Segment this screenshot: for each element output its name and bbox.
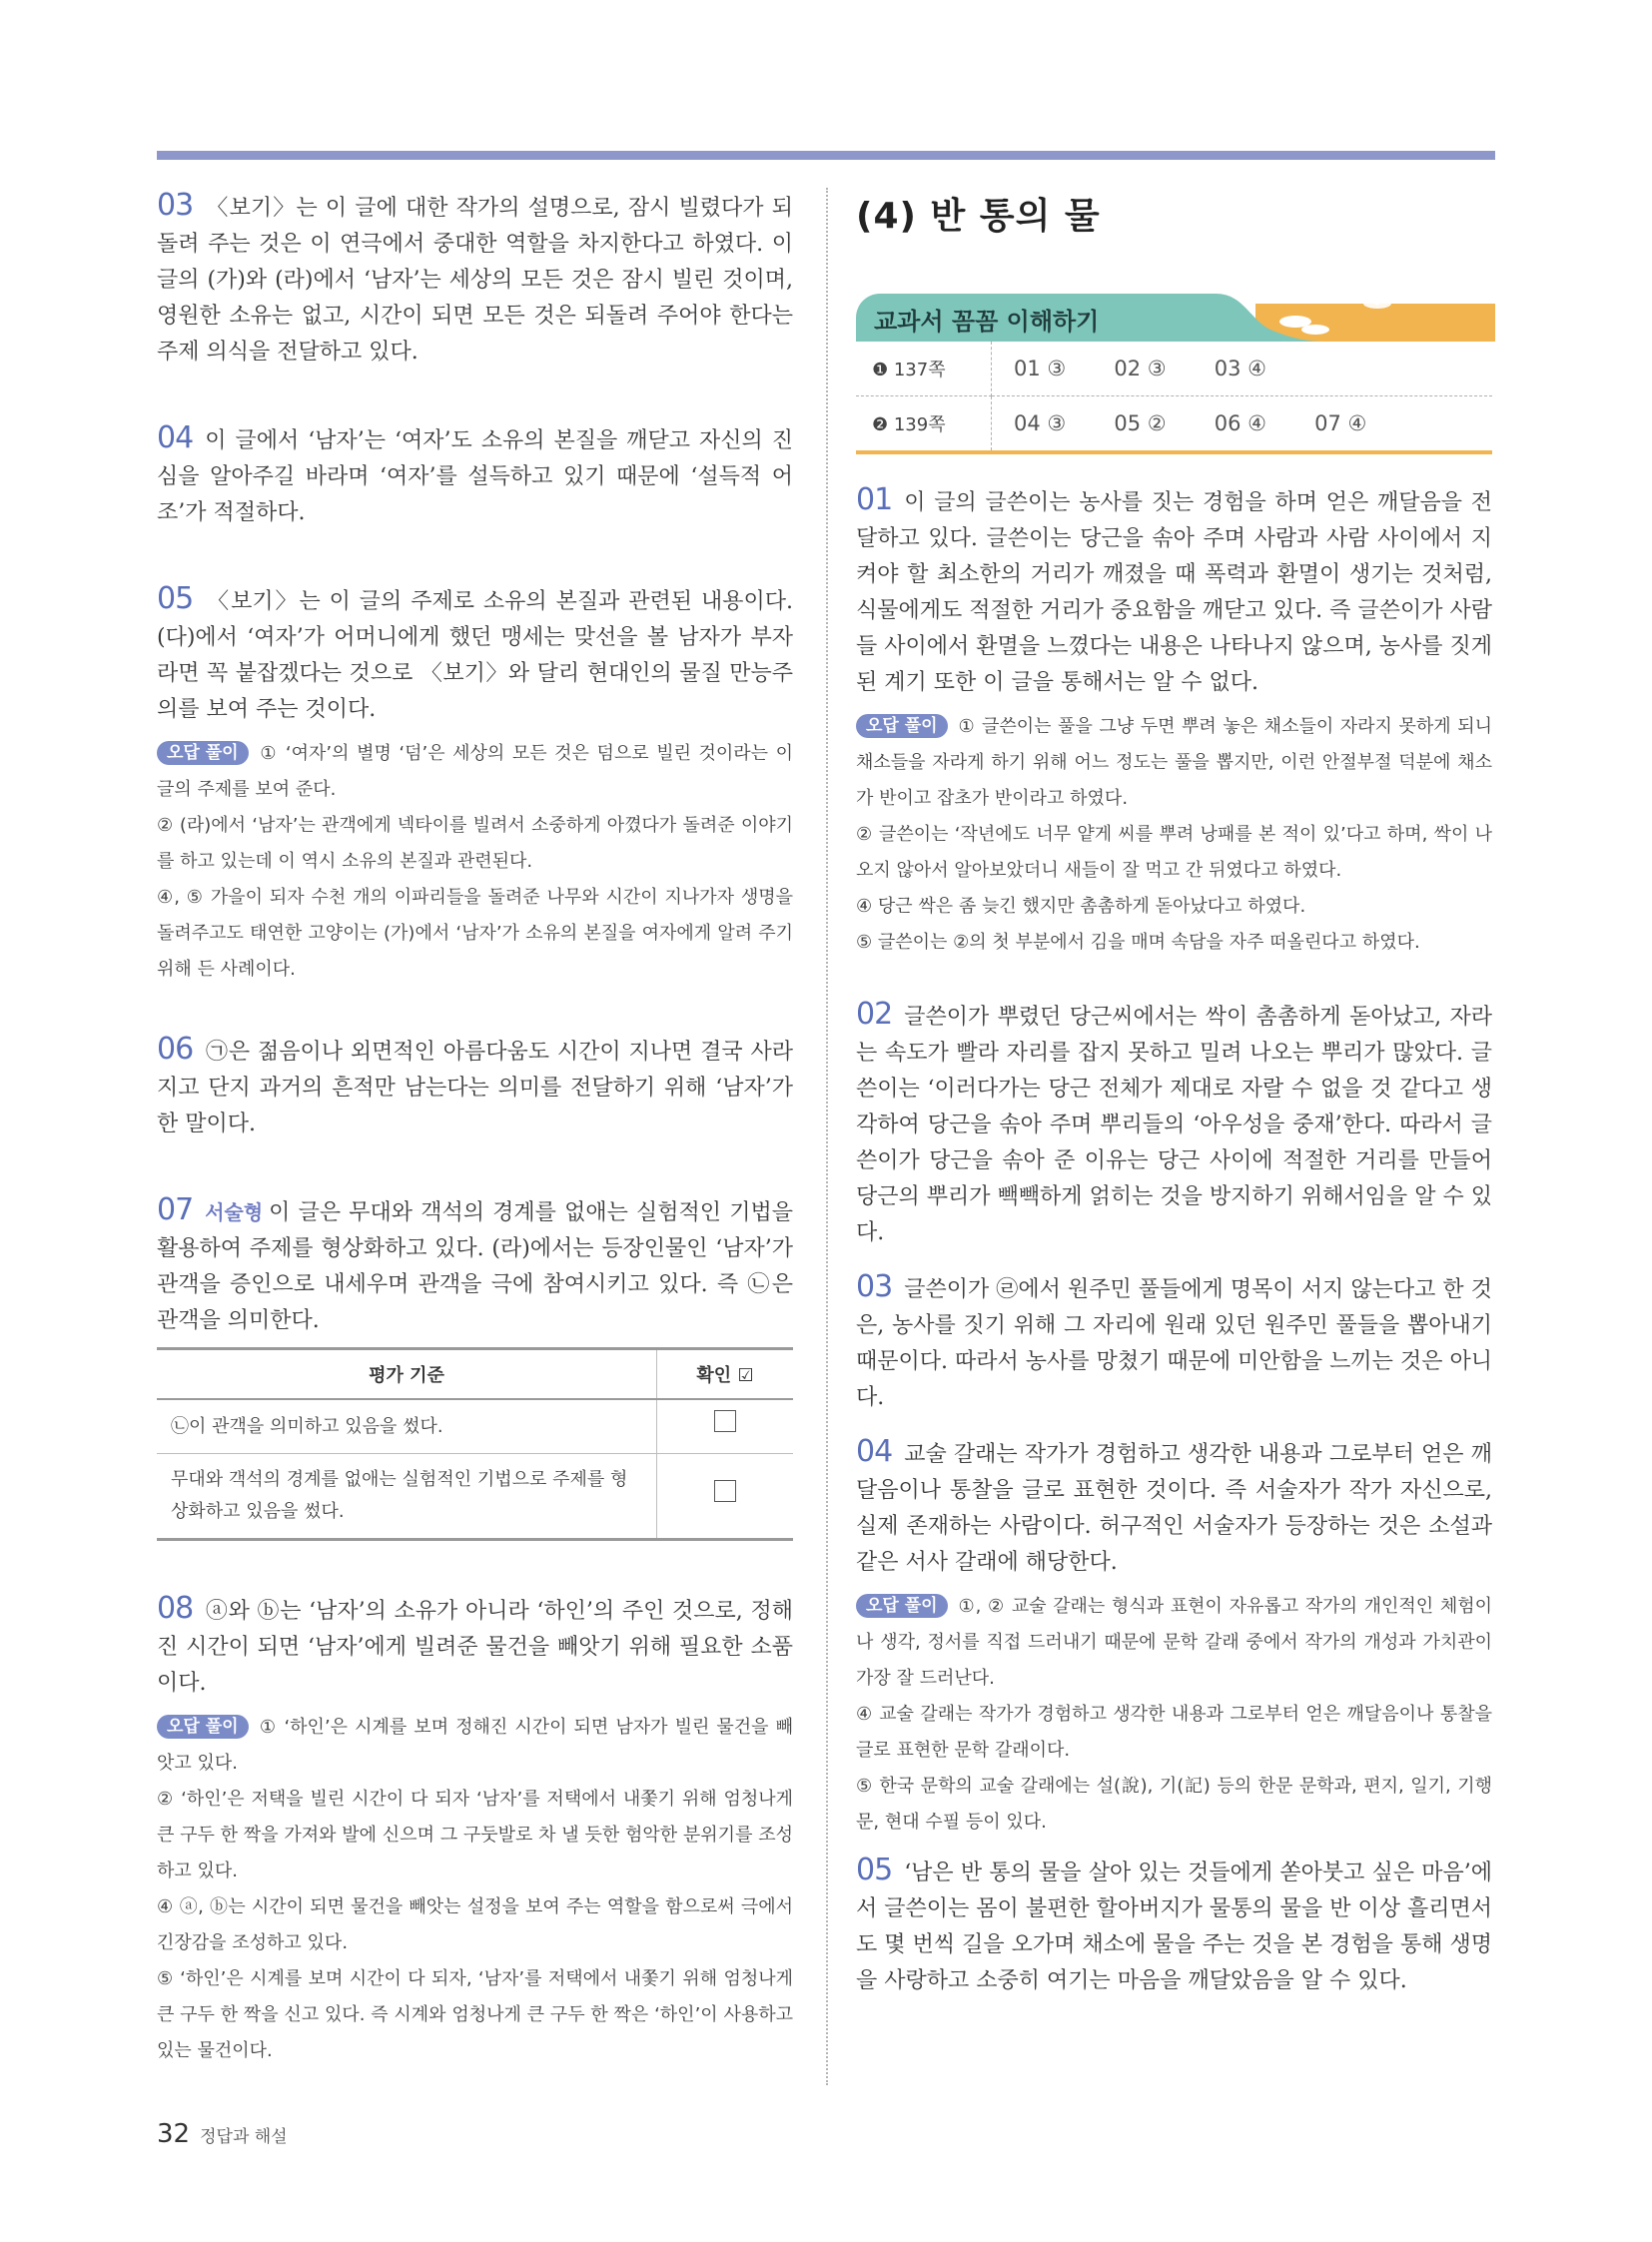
explanation-line: ⑤ 글쓴이는 ②의 첫 부분에서 김을 매며 속담을 자주 떠올린다고 하였다. bbox=[856, 932, 1420, 953]
question-text: 이 글에서 ‘남자’는 ‘여자’도 소유의 본질을 깨닫고 자신의 진심을 알아주길 바라며 ‘여자’를 설득하고 있기 때문에 ‘설득적 어조’가 적절하다. bbox=[157, 428, 793, 525]
question-number: 08 bbox=[157, 1591, 194, 1626]
question-number: 04 bbox=[157, 420, 194, 455]
question-number: 04 bbox=[856, 1434, 893, 1469]
explanation-line: ①, ② 교술 갈래는 형식과 표현이 자유롭고 작가의 개인적인 체험이나 생각, 정서를 직접 드러내기 때문에 문학 갈래 중에서 작가의 개성과 가치관이 가장 잘 드러난다. bbox=[856, 1596, 1492, 1689]
question-01 bbox=[856, 482, 1492, 961]
wrong-answer-explanation bbox=[157, 736, 793, 988]
question-04-right bbox=[856, 1434, 1492, 1841]
answer-key-table bbox=[856, 342, 1492, 454]
criteria-cell: ㉡이 관객을 의미하고 있음을 썼다. bbox=[157, 1399, 657, 1454]
answer-item: 02 ③ bbox=[1114, 357, 1167, 380]
question-08 bbox=[157, 1591, 793, 2069]
question-text: 〈보기〉는 이 글에 대한 작가의 설명으로, 잠시 빌렸다가 되돌려 주는 것은 이 연극에서 중대한 역할을 차지한다고 하였다. 이 글의 (가)와 (라)에서 ‘남자’는 세상의 모든 것은 잠시 빌린 것이며, 영원한 소유는 없고, 시간이 되면 모든 것은 되돌려 주어야 한다는 주제 의식을 전달하고 있다. bbox=[157, 196, 793, 365]
explanation-line: ② ‘하인’은 저택을 빌린 시간이 다 되자 ‘남자’를 저택에서 내쫓기 위해 엄청나게 큰 구두 한 짝을 가져와 발에 신으며 그 구둣발로 차 낼 듯한 험악한 분위기를 조성하고 있다. bbox=[157, 1789, 793, 1881]
banner-title: 교과서 꼼꼼 이해하기 bbox=[874, 308, 1100, 336]
answer-item: 05 ② bbox=[1114, 411, 1167, 435]
answer-item: 06 ④ bbox=[1214, 411, 1266, 435]
wrong-answer-badge: 오답 풀이 bbox=[856, 714, 948, 738]
question-number: 03 bbox=[157, 188, 194, 223]
question-03-right bbox=[856, 1269, 1492, 1416]
question-number: 05 bbox=[856, 1853, 893, 1887]
wrong-answer-explanation bbox=[856, 709, 1492, 961]
question-text: ㉠은 젊음이나 외면적인 아름다움도 시간이 지나면 결국 사라지고 단지 과거의 흔적만 남는다는 의미를 전달하기 위해 ‘남자’가 한 말이다. bbox=[157, 1040, 793, 1136]
table-row bbox=[157, 1454, 793, 1540]
question-04 bbox=[157, 420, 793, 531]
checkbox[interactable] bbox=[714, 1410, 736, 1432]
answer-item: 04 ③ bbox=[1014, 411, 1067, 435]
question-text: 글쓴이가 뿌렸던 당근씨에서는 싹이 촘촘하게 돋아났고, 자라는 속도가 빨라 자리를 잡지 못하고 밀려 나오는 뿌리가 많았다. 글쓴이는 ‘이러다가는 당근 전체가 제대로 자랄 수 없을 것 같다고 생각하여 당근을 솎아 주며 뿌리들의 ‘아우성을 중재’한다. 따라서 글쓴이가 당근을 솎아 준 이유는 당근 사이에 적절한 거리를 만들어 당근의 뿌리가 빽빽하게 얽히는 것을 방지하기 위해서임을 알 수 있다. bbox=[856, 1005, 1492, 1245]
right-column bbox=[856, 188, 1492, 1999]
question-text: 〈보기〉는 이 글의 주제로 소유의 본질과 관련된 내용이다. (다)에서 ‘여자’가 어머니에게 했던 맹세는 맞선을 볼 남자가 부자라면 꼭 붙잡겠다는 것으로 〈보기〉와 달리 현대인의 물질 만능주의를 보여 주는 것이다. bbox=[157, 589, 793, 722]
question-number: 05 bbox=[157, 581, 194, 616]
section-title: (4) 반 통의 물 bbox=[856, 196, 1101, 237]
question-number: 02 bbox=[856, 997, 893, 1032]
banner-wave-graphic bbox=[1156, 294, 1495, 342]
table-row bbox=[856, 396, 1492, 453]
wrong-answer-explanation bbox=[856, 1589, 1492, 1841]
evaluation-table bbox=[157, 1347, 793, 1541]
answer-item: 07 ④ bbox=[1314, 411, 1367, 435]
explanation-line: ① ‘하인’은 시계를 보며 정해진 시간이 되면 남자가 빌린 물건을 빼앗고 있다. bbox=[157, 1717, 793, 1774]
criteria-header: 평가 기준 bbox=[157, 1349, 657, 1400]
explanation-line: ⑤ 한국 문학의 교술 갈래에는 설(說), 기(記) 등의 한문 문학과, 편지, 일기, 기행문, 현대 수필 등이 있다. bbox=[856, 1776, 1492, 1833]
question-05-right bbox=[856, 1853, 1492, 1999]
wrong-answer-explanation bbox=[157, 1710, 793, 2069]
page-number: 32 bbox=[157, 2119, 191, 2149]
question-number: 07 bbox=[157, 1192, 194, 1227]
left-column bbox=[157, 188, 793, 2069]
wrong-answer-badge: 오답 풀이 bbox=[157, 741, 249, 765]
explanation-line: ④, ⑤ 가을이 되자 수천 개의 이파리들을 돌려준 나무와 시간이 지나가자 생명을 돌려주고도 태연한 고양이는 (가)에서 ‘남자’가 소유의 본질을 여자에게 알려 주기 위해 든 사례이다. bbox=[157, 887, 793, 980]
explanation-line: ① ‘여자’의 별명 ‘덤’은 세상의 모든 것은 덤으로 빌린 것이라는 이 글의 주제를 보여 준다. bbox=[157, 743, 793, 800]
explanation-line: ④ 교술 갈래는 작가가 경험하고 생각한 내용과 그로부터 얻은 깨달음이나 통찰을 글로 표현한 문학 갈래이다. bbox=[856, 1704, 1492, 1761]
answer-page-label: ❷ 139쪽 bbox=[856, 396, 992, 453]
question-05 bbox=[157, 581, 793, 988]
question-text: 글쓴이가 ㉣에서 원주민 풀들에게 명목이 서지 않는다고 한 것은, 농사를 짓기 위해 그 자리에 원래 있던 원주민 풀들을 뽑아내기 때문이다. 따라서 농사를 망쳤기 때문에 미안함을 느끼는 것은 아니다. bbox=[856, 1277, 1492, 1410]
question-text: 교술 갈래는 작가가 경험하고 생각한 내용과 그로부터 얻은 깨달음이나 통찰을 글로 표현한 것이다. 즉 서술자가 작가 자신으로, 실제 존재하는 사람이다. 허구적인 서술자가 등장하는 것은 소설과 같은 서사 갈래에 해당한다. bbox=[856, 1442, 1492, 1575]
footer-title: 정답과 해설 bbox=[200, 2127, 288, 2147]
question-02 bbox=[856, 997, 1492, 1251]
column-divider bbox=[826, 188, 828, 2085]
wrong-answer-badge: 오답 풀이 bbox=[157, 1715, 249, 1739]
checkbox[interactable] bbox=[714, 1480, 736, 1502]
question-07 bbox=[157, 1192, 793, 1541]
descriptive-type-tag: 서술형 bbox=[205, 1200, 264, 1224]
wrong-answer-badge: 오답 풀이 bbox=[856, 1594, 948, 1618]
page-footer bbox=[157, 2119, 288, 2149]
question-text: 이 글은 무대와 객석의 경계를 없애는 실험적인 기법을 활용하여 주제를 형상화하고 있다. (라)에서는 등장인물인 ‘남자’가 관객을 증인으로 내세우며 관객을 극에 참여시키고 있다. 즉 ㉡은 관객을 의미한다. bbox=[157, 1200, 793, 1333]
explanation-line: ④ ⓐ, ⓑ는 시간이 되면 물건을 빼앗는 설정을 보여 주는 역할을 함으로써 극에서 긴장감을 조성하고 있다. bbox=[157, 1896, 793, 1953]
question-text: ⓐ와 ⓑ는 ‘남자’의 소유가 아니라 ‘하인’의 주인 것으로, 정해진 시간이 되면 ‘남자’에게 빌려준 물건을 빼앗기 위해 필요한 소품이다. bbox=[157, 1599, 793, 1696]
criteria-cell: 무대와 객석의 경계를 없애는 실험적인 기법으로 주제를 형상화하고 있음을 썼다. bbox=[157, 1454, 657, 1540]
question-number: 03 bbox=[856, 1269, 893, 1304]
table-row bbox=[856, 342, 1492, 396]
question-number: 01 bbox=[856, 482, 893, 517]
question-number: 06 bbox=[157, 1032, 194, 1067]
explanation-line: ② 글쓴이는 ‘작년에도 너무 얕게 씨를 뿌려 낭패를 본 적이 있’다고 하며, 싹이 나오지 않아서 알아보았더니 새들이 잘 먹고 간 뒤였다고 하였다. bbox=[856, 824, 1492, 881]
check-header: 확인 ☑ bbox=[657, 1349, 794, 1400]
answer-item: 03 ④ bbox=[1214, 357, 1266, 380]
question-03 bbox=[157, 188, 793, 371]
explanation-line: ① 글쓴이는 풀을 그냥 두면 뿌려 놓은 채소들이 자라지 못하게 되니 채소들을 자라게 하기 위해 어느 정도는 풀을 뽑지만, 이런 안절부절 덕분에 채소가 반이고 잡초가 반이라고 하였다. bbox=[856, 716, 1492, 809]
explanation-line: ⑤ ‘하인’은 시계를 보며 시간이 다 되자, ‘남자’를 저택에서 내쫓기 위해 엄청나게 큰 구두 한 짝을 신고 있다. 즉 시계와 엄청나게 큰 구두 한 짝은 ‘하인’이 사용하고 있는 물건이다. bbox=[157, 1968, 793, 2061]
section-banner bbox=[856, 294, 1492, 342]
top-rule bbox=[157, 151, 1495, 160]
explanation-line: ④ 당근 싹은 좀 늦긴 했지만 촘촘하게 돋아났다고 하였다. bbox=[856, 896, 1306, 917]
answer-page-label: ❶ 137쪽 bbox=[856, 342, 992, 396]
question-06 bbox=[157, 1032, 793, 1142]
explanation-line: ② (라)에서 ‘남자’는 관객에게 넥타이를 빌려서 소중하게 아꼈다가 돌려준 이야기를 하고 있는데 이 역시 소유의 본질과 관련된다. bbox=[157, 815, 793, 872]
answer-item: 01 ③ bbox=[1014, 357, 1067, 380]
question-text: 이 글의 글쓴이는 농사를 짓는 경험을 하며 얻은 깨달음을 전달하고 있다. 글쓴이는 당근을 솎아 주며 사람과 사람 사이에서 지켜야 할 최소한의 거리가 깨졌을 때 폭력과 환멸이 생기는 것처럼, 식물에게도 적절한 거리가 중요함을 깨닫고 있다. 즉 글쓴이가 사람들 사이에서 환멸을 느꼈다는 내용은 나타나지 않으며, 농사를 짓게 된 계기 또한 이 글을 통해서는 알 수 없다. bbox=[856, 490, 1492, 695]
question-text: ‘남은 반 통의 물을 살아 있는 것들에게 쏟아붓고 싶은 마음’에서 글쓴이는 몸이 불편한 할아버지가 물통의 물을 반 이상 흘리면서도 몇 번씩 길을 오가며 채소에 물을 주는 것을 본 경험을 통해 생명을 사랑하고 소중히 여기는 마음을 깨달았음을 알 수 있다. bbox=[856, 1861, 1492, 1993]
table-row bbox=[157, 1399, 793, 1454]
